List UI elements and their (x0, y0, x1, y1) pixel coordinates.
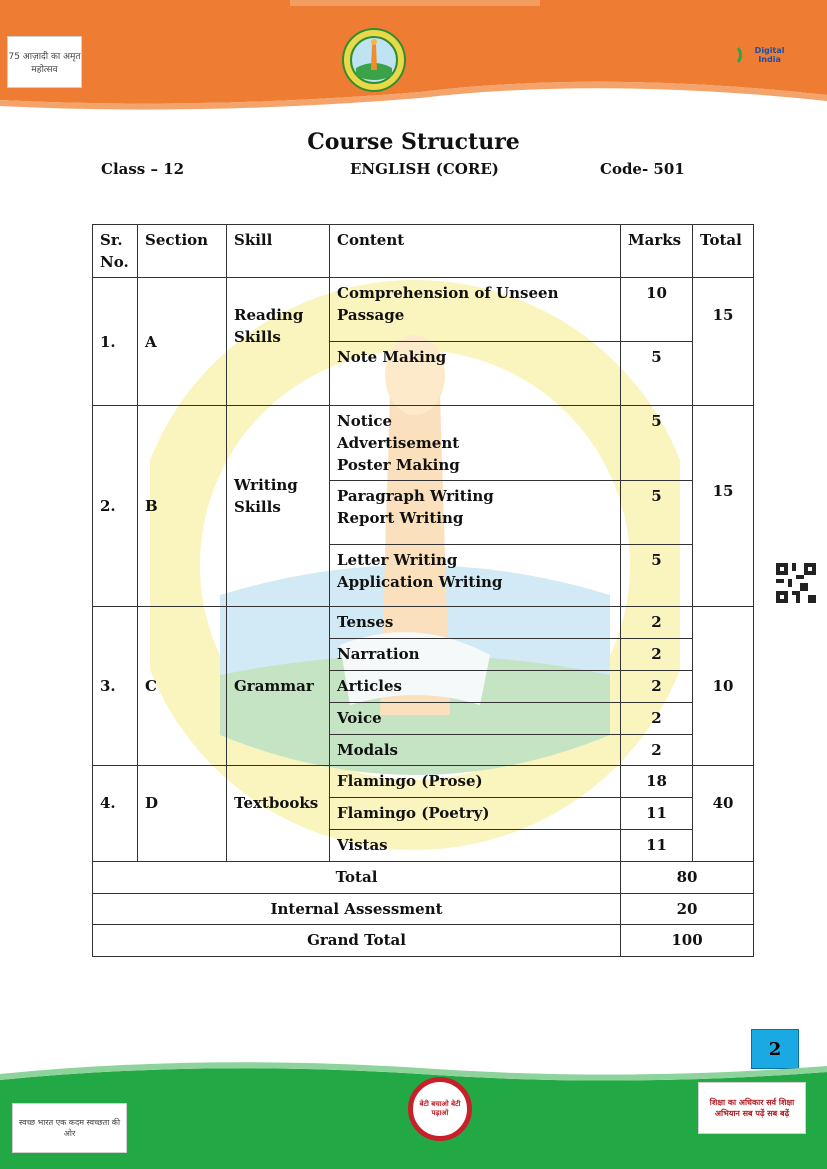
table-row (93, 607, 754, 639)
total-cell: 40 (693, 766, 754, 862)
table-row (93, 278, 754, 342)
content-line: Comprehension of Unseen (337, 284, 559, 302)
content-line: Passage (337, 306, 405, 324)
header-skill: Skill (227, 225, 330, 278)
content-cell (330, 342, 621, 406)
course-structure-table (92, 224, 754, 957)
sr-cell: 3. (93, 607, 138, 766)
section-cell: D (138, 766, 227, 862)
azadi-logo-text: 75 आज़ादी का अमृत महोत्सव (8, 52, 81, 75)
swachh-bharat-text: स्वच्छ भारत एक कदम स्वच्छता की ओर (18, 1118, 121, 1138)
skill-cell: Textbooks (227, 766, 330, 862)
content-cell: Modals (330, 735, 621, 766)
marks-cell: 5 (621, 342, 693, 406)
marks-cell: 5 (621, 481, 693, 545)
sr-cell: 1. (93, 278, 138, 406)
marks-cell: 2 (621, 671, 693, 703)
shiksha-ka-adhikar-text: शिक्षा का अधिकार सर्व शिक्षा अभियान सब पढ़ें सब बढ़ें (709, 1098, 795, 1118)
content-line: Paragraph Writing (337, 487, 494, 505)
subject-label: ENGLISH (CORE) (350, 160, 499, 178)
header-marks: Marks (621, 225, 693, 278)
content-cell: Tenses (330, 607, 621, 639)
content-cell: Articles (330, 671, 621, 703)
content-line: Advertisement (337, 434, 460, 452)
azadi-amrit-mahotsav-logo (7, 36, 82, 88)
content-line: Note Making (337, 348, 447, 366)
summary-label: Total (93, 862, 621, 894)
marks-cell: 10 (621, 278, 693, 342)
content-cell: Narration (330, 639, 621, 671)
summary-value: 100 (621, 925, 754, 957)
marks-cell: 5 (621, 545, 693, 607)
haryana-board-seal-icon (342, 28, 406, 92)
content-line: Report Writing (337, 509, 464, 527)
top-banner (0, 0, 827, 110)
table-row (93, 406, 754, 481)
total-row (93, 862, 754, 894)
sr-cell: 4. (93, 766, 138, 862)
page-title: Course Structure (307, 129, 520, 155)
swachh-bharat-logo (12, 1103, 127, 1153)
content-cell (330, 406, 621, 481)
qr-code-icon[interactable] (776, 563, 816, 603)
section-cell: B (138, 406, 227, 607)
skill-cell: Grammar (227, 607, 330, 766)
class-label: Class – 12 (101, 160, 185, 178)
summary-label: Internal Assessment (93, 894, 621, 925)
beti-bachao-text: बेटी बचाओ बेटी पढ़ाओ (419, 1100, 461, 1117)
content-line: Poster Making (337, 456, 460, 474)
digital-india-icon (722, 44, 742, 66)
section-cell: A (138, 278, 227, 406)
marks-cell: 2 (621, 703, 693, 735)
marks-cell: 2 (621, 607, 693, 639)
marks-cell: 11 (621, 798, 693, 830)
marks-cell: 5 (621, 406, 693, 481)
content-cell: Voice (330, 703, 621, 735)
summary-value: 20 (621, 894, 754, 925)
marks-cell: 18 (621, 766, 693, 798)
digital-india-text: Digital India (754, 46, 785, 64)
grand-total-row (93, 925, 754, 957)
internal-assessment-row (93, 894, 754, 925)
content-line: Notice (337, 412, 393, 430)
header-section: Section (138, 225, 227, 278)
sr-cell: 2. (93, 406, 138, 607)
shiksha-ka-adhikar-logo (698, 1082, 806, 1134)
content-cell: Flamingo (Poetry) (330, 798, 621, 830)
content-cell (330, 278, 621, 342)
skill-cell: Writing Skills (227, 406, 330, 607)
header-total: Total (693, 225, 754, 278)
marks-cell: 2 (621, 735, 693, 766)
table-row (93, 766, 754, 798)
page-number-badge: 2 (751, 1029, 799, 1069)
content-line: Letter Writing (337, 551, 458, 569)
total-cell: 15 (693, 406, 754, 607)
content-line: Application Writing (337, 573, 503, 591)
header-sr-no: Sr. No. (93, 225, 138, 278)
section-cell: C (138, 607, 227, 766)
content-cell: Vistas (330, 830, 621, 862)
summary-label: Grand Total (93, 925, 621, 957)
content-cell: Flamingo (Prose) (330, 766, 621, 798)
content-cell (330, 545, 621, 607)
beti-bachao-logo (408, 1077, 472, 1141)
header-content: Content (330, 225, 621, 278)
digital-india-logo (722, 38, 794, 72)
summary-value: 80 (621, 862, 754, 894)
total-cell: 15 (693, 278, 754, 406)
code-label: Code- 501 (600, 160, 685, 178)
table-header-row (93, 225, 754, 278)
total-cell: 10 (693, 607, 754, 766)
marks-cell: 2 (621, 639, 693, 671)
skill-cell: Reading Skills (227, 278, 330, 406)
marks-cell: 11 (621, 830, 693, 862)
content-cell (330, 481, 621, 545)
